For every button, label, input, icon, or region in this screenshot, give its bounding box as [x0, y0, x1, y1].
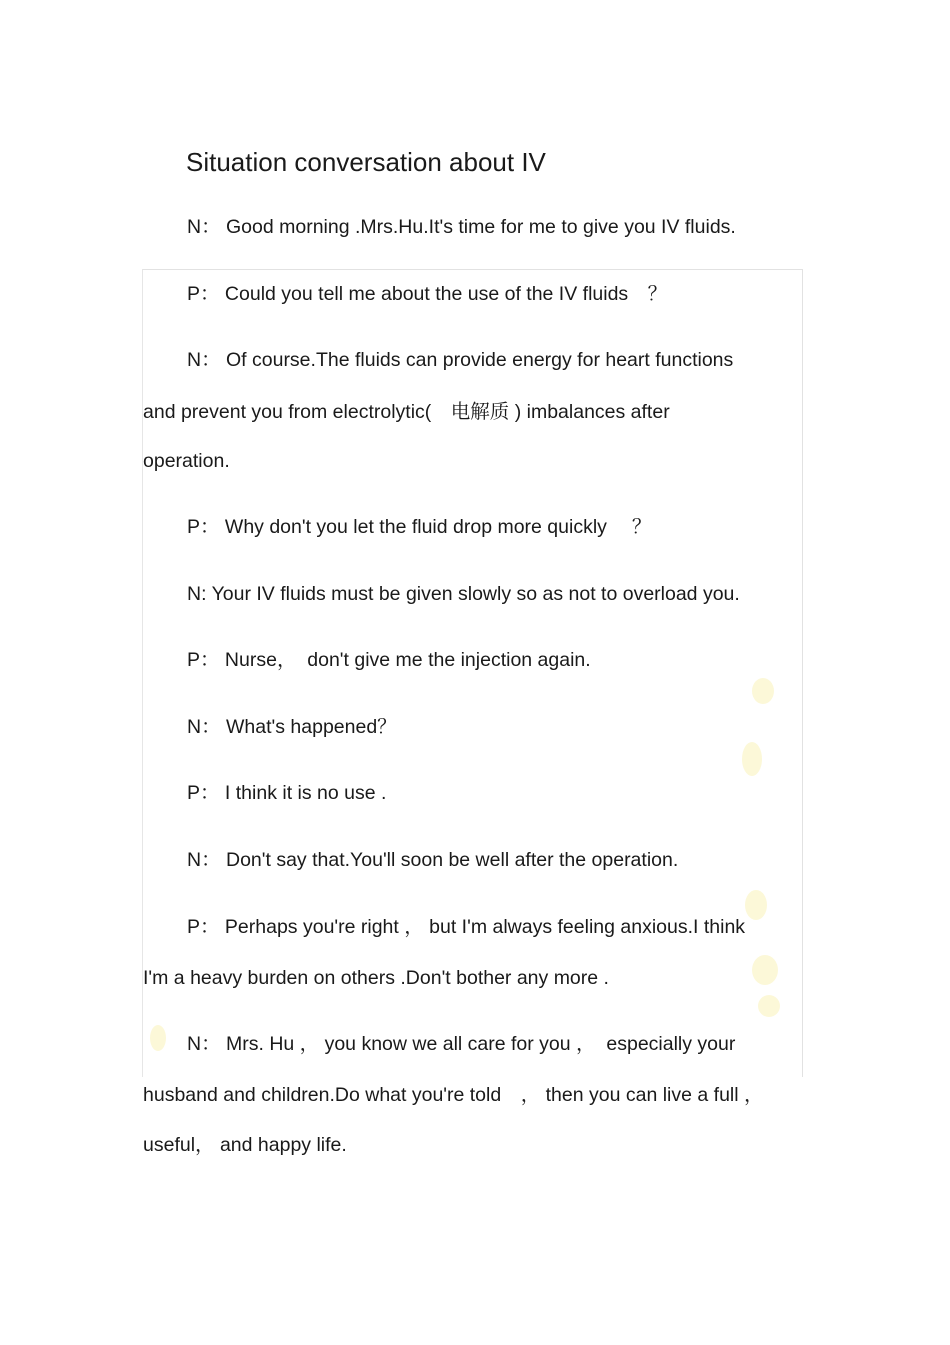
dialogue-line: I'm a heavy burden on others .Don't bother any more . [143, 967, 609, 989]
watermark-spot [752, 678, 774, 704]
dialogue-line: N： Don't say that.You'll soon be well after the operation. [187, 849, 679, 871]
dialogue-line: P： Why don't you let the fluid drop more quickly ？ [187, 516, 652, 538]
watermark-spot [745, 890, 767, 920]
watermark-spot [150, 1025, 166, 1051]
dialogue-line: husband and children.Do what you're told ， then you can live a full ， [143, 1084, 764, 1106]
watermark-spot [742, 742, 762, 776]
dialogue-line: useful， and happy life. [143, 1134, 347, 1156]
dialogue-line: N： Good morning .Mrs.Hu.It's time for me to give you IV fluids. [187, 216, 736, 238]
dialogue-line: P： Perhaps you're right ， but I'm always feeling anxious.I think [187, 916, 746, 938]
watermark-spot [752, 955, 778, 985]
dialogue-line: and prevent you from electrolytic( 电解质 ) imbalances after [143, 401, 670, 423]
dialogue-line: P： Could you tell me about the use of the IV fluids ？ [187, 283, 668, 305]
document-title: Situation conversation about IV [186, 147, 546, 177]
text-frame-border [142, 269, 803, 1077]
watermark-spot [758, 995, 780, 1017]
dialogue-line: P： Nurse， don't give me the injection again. [187, 649, 591, 671]
dialogue-line: N： What's happened？ [187, 716, 397, 738]
dialogue-line: N： Mrs. Hu ， you know we all care for you ， especially your [187, 1033, 736, 1055]
dialogue-line: operation. [143, 450, 230, 472]
dialogue-line: N: Your IV fluids must be given slowly so as not to overload you. [187, 583, 740, 605]
dialogue-line: P： I think it is no use . [187, 782, 387, 804]
dialogue-line: N： Of course.The fluids can provide energy for heart functions [187, 349, 734, 371]
